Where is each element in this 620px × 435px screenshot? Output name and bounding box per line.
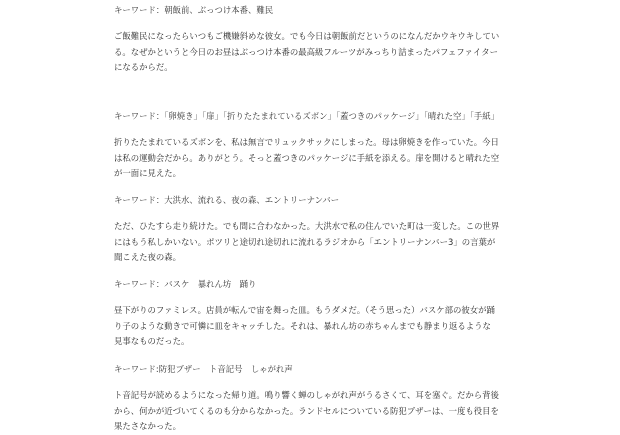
keyword-heading: キーワード：大洪水、流れる、夜の森、エントリーナンバー: [114, 195, 340, 205]
keyword-heading: キーワード：「卵焼き」「扉」「折りたたまれているズボン」「蓋つきのパッケージ」「晴れた空」「手紙」: [114, 111, 500, 121]
entry-2: [114, 110, 524, 182]
paragraph-line: 果たさなかった。: [114, 421, 181, 431]
paragraph-line: り子のような動きで可憐に皿をキャッチした。それは、暴れん坊の赤ちゃんまでも静まり返るような: [114, 320, 491, 331]
keyword-heading: キーワード：朝飯前、ぶっつけ本番、難民: [114, 5, 274, 15]
paragraph-line: 折りたたまれているズボンを、私は無言でリュックサックにしまった。母は卵焼きを作っていた。今日: [114, 137, 499, 147]
paragraph-line: 見事なものだった。: [114, 336, 190, 346]
entry-1: [114, 4, 524, 76]
entry-4: [114, 278, 524, 350]
paragraph-line: は私の運動会だから。ありがとう。そっと蓋つきのパッケージに手紙を添える。扉を開けると晴れた空: [114, 152, 500, 163]
story-paragraph: [114, 135, 524, 182]
story-paragraph: [114, 303, 524, 350]
story-paragraph: [114, 29, 524, 76]
paragraph-line: ただ、ひたすら走り続けた。でも間に合わなかった。大洪水で私の住んでいた町は一変した。この世界: [114, 221, 500, 231]
paragraph-line: 聞こえた夜の森。: [114, 252, 181, 262]
story-paragraph: [114, 388, 524, 435]
paragraph-line: る。なぜかというと今日のお昼はぶっつけ本番の最高級フルーツがみっちり詰まったパフェファイター: [114, 46, 498, 57]
entry-3: [114, 194, 524, 266]
paragraph-line: 昼下がりのファミレス。店員が転んで宙を舞った皿。もうダメだ。（そう思った）バスケ部の彼女が踊: [114, 305, 495, 315]
keyword-heading: キーワード：バスケ 暴れん坊 踊り: [114, 279, 257, 289]
paragraph-line: から、何かが近づいてくるのも分からなかった。ランドセルについている防犯ブザーは、一度も役目を: [114, 405, 499, 416]
paragraph-line: にはもう私しかいない。ポツリと途切れ途切れに流れるラジオから「エントリーナンバー3」の言葉が: [114, 236, 496, 247]
paragraph-line: ト音記号が読めるようになった帰り道。鳴り響く蝉のしゃがれ声がうるさくて、耳を塞ぐ。だから背後: [114, 390, 499, 400]
paragraph-line: になるからだ。: [114, 62, 173, 72]
entry-5: [114, 363, 524, 435]
paragraph-line: が一面に見えた。: [114, 168, 181, 178]
story-paragraph: [114, 219, 524, 266]
keyword-heading: キーワード:防犯ブザー ト音記号 しゃがれ声: [114, 364, 293, 374]
paragraph-line: ご飯難民になったらいつもご機嫌斜めな彼女。でも今日は朝飯前だというのになんだかウキウキしてい: [114, 31, 500, 41]
